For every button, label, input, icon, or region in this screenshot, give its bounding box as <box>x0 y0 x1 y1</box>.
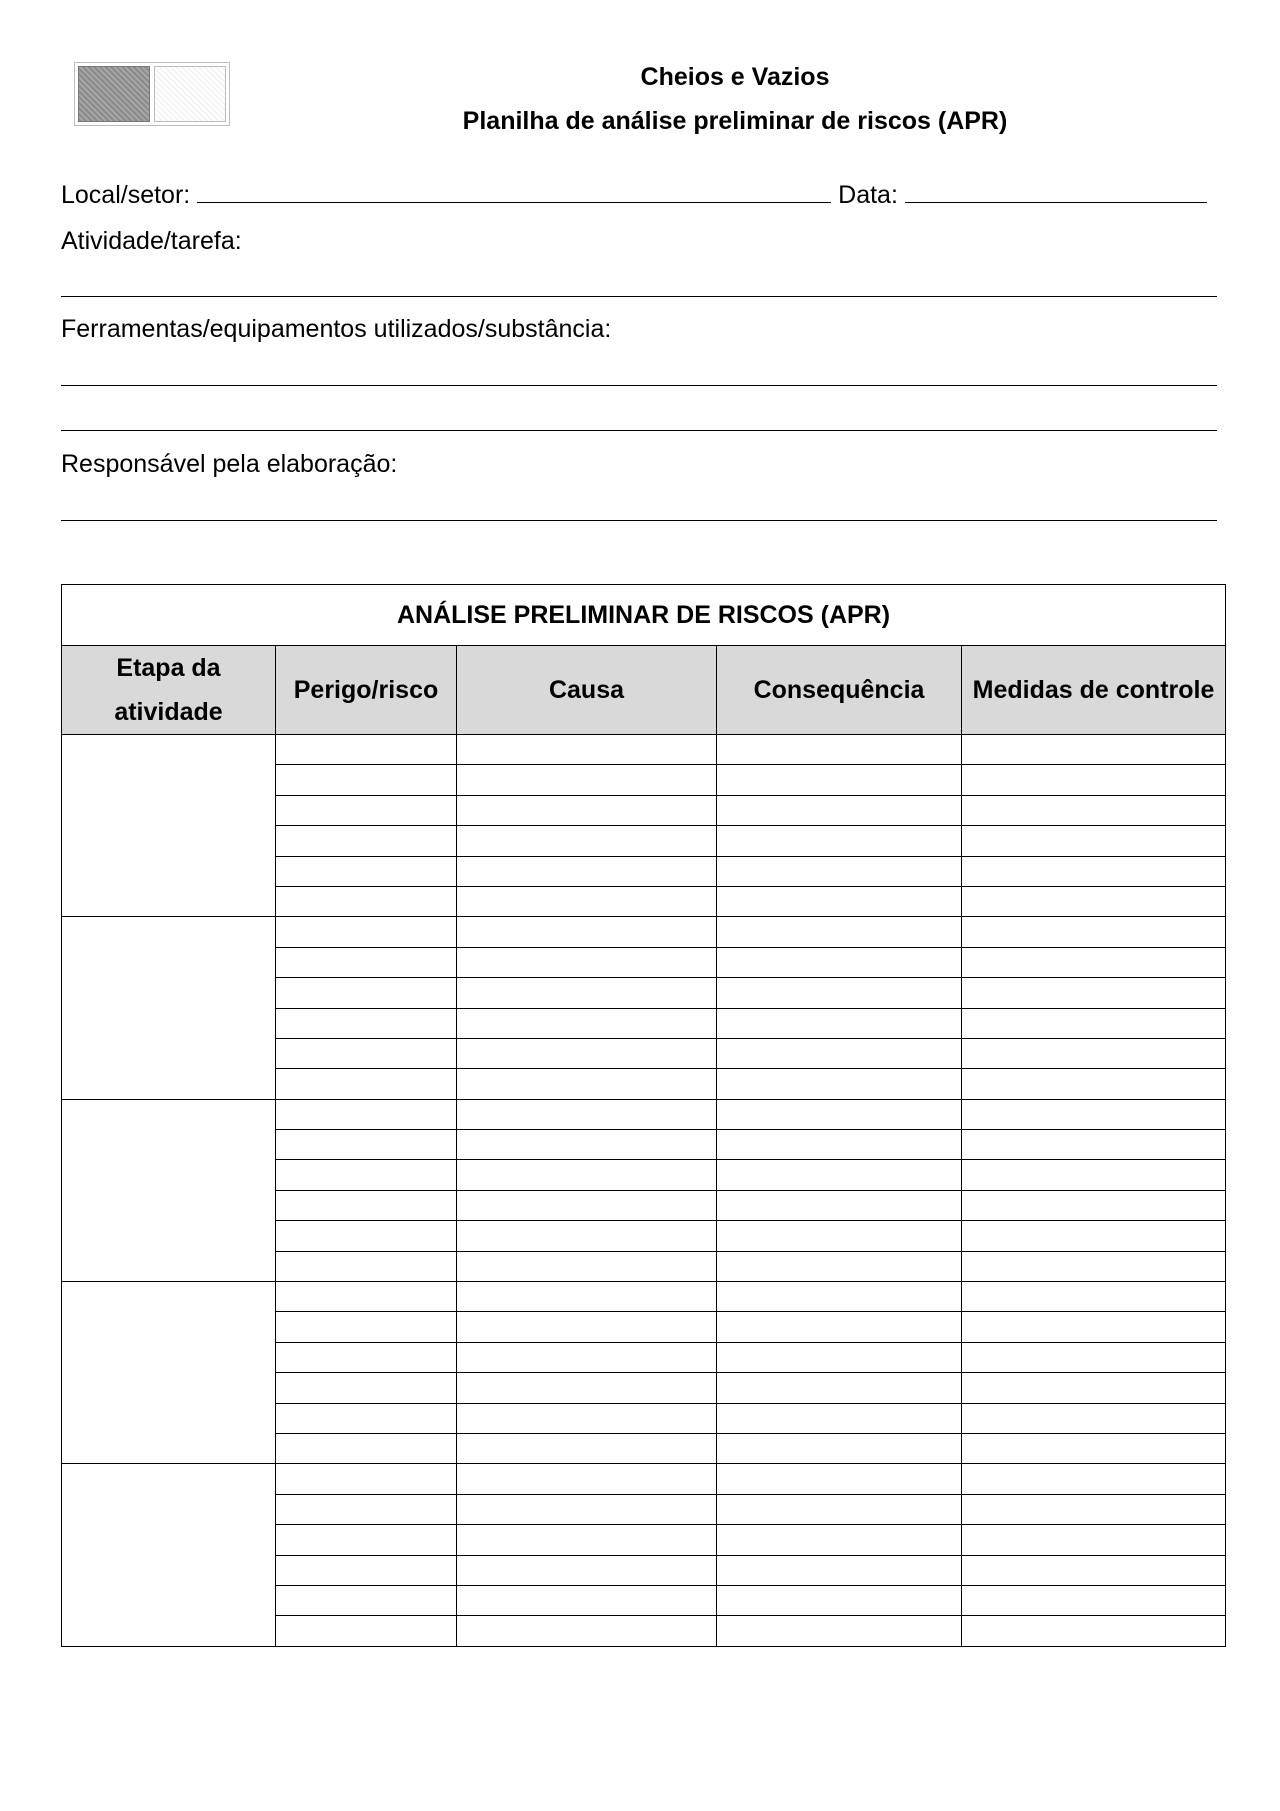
medidas-de-controle-cell[interactable] <box>962 1433 1226 1463</box>
local-setor-row <box>61 180 1207 210</box>
perigo-risco-cell[interactable] <box>276 1342 457 1372</box>
responsavel-field[interactable] <box>61 520 1217 521</box>
causa-cell[interactable] <box>457 1403 717 1433</box>
medidas-de-controle-cell[interactable] <box>962 765 1226 795</box>
medidas-de-controle-cell[interactable] <box>962 826 1226 856</box>
etapa-da-atividade-cell[interactable] <box>62 1282 276 1464</box>
causa-cell[interactable] <box>457 1130 717 1160</box>
medidas-de-controle-cell[interactable] <box>962 1221 1226 1251</box>
perigo-risco-cell[interactable] <box>276 1616 457 1646</box>
medidas-de-controle-cell[interactable] <box>962 795 1226 825</box>
medidas-de-controle-cell[interactable] <box>962 917 1226 947</box>
perigo-risco-cell[interactable] <box>276 1221 457 1251</box>
medidas-de-controle-cell[interactable] <box>962 1342 1226 1372</box>
medidas-de-controle-cell[interactable] <box>962 1525 1226 1555</box>
perigo-risco-cell[interactable] <box>276 1069 457 1099</box>
col-consequencia: Consequência <box>717 646 962 735</box>
consequencia-cell[interactable] <box>717 1403 962 1433</box>
perigo-risco-cell[interactable] <box>276 1403 457 1433</box>
table-row <box>62 917 1226 947</box>
causa-cell[interactable] <box>457 1312 717 1342</box>
causa-cell[interactable] <box>457 1342 717 1372</box>
perigo-risco-cell[interactable] <box>276 1282 457 1312</box>
causa-cell[interactable] <box>457 978 717 1008</box>
consequencia-cell[interactable] <box>717 1008 962 1038</box>
causa-cell[interactable] <box>457 917 717 947</box>
etapa-da-atividade-cell[interactable] <box>62 1464 276 1646</box>
consequencia-cell[interactable] <box>717 1342 962 1372</box>
perigo-risco-cell[interactable] <box>276 856 457 886</box>
atividade-label: Atividade/tarefa: <box>61 227 242 255</box>
medidas-de-controle-cell[interactable] <box>962 1616 1226 1646</box>
consequencia-cell[interactable] <box>717 1130 962 1160</box>
perigo-risco-cell[interactable] <box>276 1494 457 1524</box>
medidas-de-controle-cell[interactable] <box>962 947 1226 977</box>
data-field[interactable] <box>905 182 1207 203</box>
medidas-de-controle-cell[interactable] <box>962 1038 1226 1068</box>
consequencia-cell[interactable] <box>717 1312 962 1342</box>
causa-cell[interactable] <box>457 1464 717 1494</box>
col-medidas-de-controle: Medidas de controle <box>962 646 1226 735</box>
col-perigo-risco: Perigo/risco <box>276 646 457 735</box>
perigo-risco-cell[interactable] <box>276 765 457 795</box>
medidas-de-controle-cell[interactable] <box>962 1251 1226 1281</box>
etapa-da-atividade-cell[interactable] <box>62 917 276 1099</box>
perigo-risco-cell[interactable] <box>276 1433 457 1463</box>
consequencia-cell[interactable] <box>717 978 962 1008</box>
cheios-e-vazios-logo <box>74 62 230 126</box>
local-setor-field[interactable] <box>197 182 831 203</box>
causa-cell[interactable] <box>457 1525 717 1555</box>
data-label: Data: <box>838 181 898 209</box>
etapa-da-atividade-cell[interactable] <box>62 1099 276 1281</box>
consequencia-cell[interactable] <box>717 1525 962 1555</box>
consequencia-cell[interactable] <box>717 826 962 856</box>
perigo-risco-cell[interactable] <box>276 1585 457 1615</box>
medidas-de-controle-cell[interactable] <box>962 1464 1226 1494</box>
consequencia-cell[interactable] <box>717 1038 962 1068</box>
perigo-risco-cell[interactable] <box>276 947 457 977</box>
medidas-de-controle-cell[interactable] <box>962 1160 1226 1190</box>
consequencia-cell[interactable] <box>717 1555 962 1585</box>
consequencia-cell[interactable] <box>717 1585 962 1615</box>
empty-square-icon <box>154 66 226 122</box>
causa-cell[interactable] <box>457 1555 717 1585</box>
col-etapa-da-atividade: Etapa da atividade <box>62 646 276 735</box>
table-row <box>62 1099 1226 1129</box>
medidas-de-controle-cell[interactable] <box>962 1130 1226 1160</box>
medidas-de-controle-cell[interactable] <box>962 886 1226 916</box>
perigo-risco-cell[interactable] <box>276 1099 457 1129</box>
consequencia-cell[interactable] <box>717 947 962 977</box>
table-row <box>62 1282 1226 1312</box>
causa-cell[interactable] <box>457 1373 717 1403</box>
consequencia-cell[interactable] <box>717 1373 962 1403</box>
perigo-risco-cell[interactable] <box>276 917 457 947</box>
causa-cell[interactable] <box>457 886 717 916</box>
perigo-risco-cell[interactable] <box>276 1038 457 1068</box>
causa-cell[interactable] <box>457 765 717 795</box>
consequencia-cell[interactable] <box>717 1190 962 1220</box>
causa-cell[interactable] <box>457 826 717 856</box>
apr-table <box>61 584 1226 1647</box>
causa-cell[interactable] <box>457 1069 717 1099</box>
table-row <box>62 1464 1226 1494</box>
responsavel-label: Responsável pela elaboração: <box>61 450 398 478</box>
medidas-de-controle-cell[interactable] <box>962 1585 1226 1615</box>
medidas-de-controle-cell[interactable] <box>962 735 1226 765</box>
causa-cell[interactable] <box>457 1221 717 1251</box>
consequencia-cell[interactable] <box>717 1282 962 1312</box>
apr-table-title: ANÁLISE PRELIMINAR DE RISCOS (APR) <box>62 585 1226 646</box>
consequencia-cell[interactable] <box>717 917 962 947</box>
perigo-risco-cell[interactable] <box>276 978 457 1008</box>
perigo-risco-cell[interactable] <box>276 1525 457 1555</box>
causa-cell[interactable] <box>457 1190 717 1220</box>
consequencia-cell[interactable] <box>717 1251 962 1281</box>
causa-cell[interactable] <box>457 1099 717 1129</box>
table-row <box>62 735 1226 765</box>
medidas-de-controle-cell[interactable] <box>962 1403 1226 1433</box>
consequencia-cell[interactable] <box>717 765 962 795</box>
consequencia-cell[interactable] <box>717 1464 962 1494</box>
medidas-de-controle-cell[interactable] <box>962 1190 1226 1220</box>
perigo-risco-cell[interactable] <box>276 1160 457 1190</box>
consequencia-cell[interactable] <box>717 856 962 886</box>
perigo-risco-cell[interactable] <box>276 1373 457 1403</box>
full-square-icon <box>78 66 150 122</box>
causa-cell[interactable] <box>457 795 717 825</box>
medidas-de-controle-cell[interactable] <box>962 1555 1226 1585</box>
causa-cell[interactable] <box>457 1585 717 1615</box>
perigo-risco-cell[interactable] <box>276 1008 457 1038</box>
perigo-risco-cell[interactable] <box>276 1130 457 1160</box>
consequencia-cell[interactable] <box>717 1099 962 1129</box>
medidas-de-controle-cell[interactable] <box>962 1008 1226 1038</box>
medidas-de-controle-cell[interactable] <box>962 1494 1226 1524</box>
consequencia-cell[interactable] <box>717 735 962 765</box>
causa-cell[interactable] <box>457 947 717 977</box>
consequencia-cell[interactable] <box>717 1160 962 1190</box>
consequencia-cell[interactable] <box>717 1433 962 1463</box>
medidas-de-controle-cell[interactable] <box>962 1069 1226 1099</box>
medidas-de-controle-cell[interactable] <box>962 856 1226 886</box>
consequencia-cell[interactable] <box>717 1221 962 1251</box>
ferramentas-field-2[interactable] <box>61 430 1217 431</box>
consequencia-cell[interactable] <box>717 886 962 916</box>
causa-cell[interactable] <box>457 1282 717 1312</box>
document-title: Cheios e Vazios <box>640 63 830 91</box>
medidas-de-controle-cell[interactable] <box>962 978 1226 1008</box>
perigo-risco-cell[interactable] <box>276 1312 457 1342</box>
causa-cell[interactable] <box>457 1494 717 1524</box>
medidas-de-controle-cell[interactable] <box>962 1099 1226 1129</box>
document-subtitle: Planilha de análise preliminar de riscos (APR) <box>462 107 1008 135</box>
medidas-de-controle-cell[interactable] <box>962 1312 1226 1342</box>
consequencia-cell[interactable] <box>717 795 962 825</box>
local-setor-label: Local/setor: <box>61 181 191 209</box>
perigo-risco-cell[interactable] <box>276 1555 457 1585</box>
atividade-field[interactable] <box>61 296 1217 297</box>
consequencia-cell[interactable] <box>717 1494 962 1524</box>
causa-cell[interactable] <box>457 735 717 765</box>
causa-cell[interactable] <box>457 1616 717 1646</box>
document-header <box>380 60 1090 148</box>
ferramentas-field-1[interactable] <box>61 385 1217 386</box>
causa-cell[interactable] <box>457 1160 717 1190</box>
perigo-risco-cell[interactable] <box>276 1464 457 1494</box>
perigo-risco-cell[interactable] <box>276 1190 457 1220</box>
apr-table-body <box>62 735 1226 1647</box>
perigo-risco-cell[interactable] <box>276 795 457 825</box>
medidas-de-controle-cell[interactable] <box>962 1282 1226 1312</box>
causa-cell[interactable] <box>457 1433 717 1463</box>
ferramentas-label: Ferramentas/equipamentos utilizados/substância: <box>61 315 612 343</box>
perigo-risco-cell[interactable] <box>276 735 457 765</box>
consequencia-cell[interactable] <box>717 1069 962 1099</box>
col-causa: Causa <box>457 646 717 735</box>
causa-cell[interactable] <box>457 1008 717 1038</box>
causa-cell[interactable] <box>457 1038 717 1068</box>
causa-cell[interactable] <box>457 1251 717 1281</box>
medidas-de-controle-cell[interactable] <box>962 1373 1226 1403</box>
perigo-risco-cell[interactable] <box>276 826 457 856</box>
perigo-risco-cell[interactable] <box>276 1251 457 1281</box>
causa-cell[interactable] <box>457 856 717 886</box>
consequencia-cell[interactable] <box>717 1616 962 1646</box>
perigo-risco-cell[interactable] <box>276 886 457 916</box>
etapa-da-atividade-cell[interactable] <box>62 735 276 917</box>
